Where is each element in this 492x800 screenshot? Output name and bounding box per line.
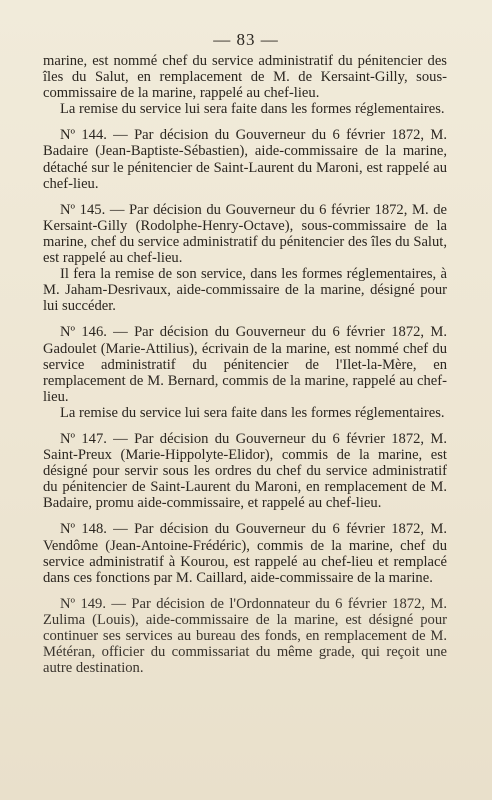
paragraph-remise-144-prev: La remise du service lui sera faite dans les formes réglementaires. (60, 101, 445, 118)
decision-144: Nº 144. — Par décision du Gouverneur du 6 février 1872, M. Badaire (Jean-Baptiste-Sébastien), aide-commissaire de la marine, détaché sur le pénitencier de Saint-Laurent du Maroni, est rappelé au chef-lieu. (43, 127, 447, 192)
decision-145: Nº 145. — Par décision du Gouverneur du 6 février 1872, M. de Kersaint-Gilly (Rodolphe-Henry-Octave), sous-commissaire de la marine, chef du service administratif du pénitencier des îles du Salut, est rappelé au chef-lieu. (43, 201, 447, 267)
decision-148: Nº 148. — Par décision du Gouverneur du 6 février 1872, M. Vendôme (Jean-Antoine-Frédéric), commis de la marine, chef du service administratif à Kourou, est rappelé au chef-lieu et remplacé dans ces fonctions par M. Caillard, aide-commissaire de la marine. (43, 521, 447, 586)
paragraph-remise-145: Il fera la remise de son service, dans les formes réglementaires, à M. Jaham-Desrivaux, aide-commissaire de la marine, désigné pour lui succéder. (43, 266, 447, 315)
decision-146: Nº 146. — Par décision du Gouverneur du 6 février 1872, M. Gadoulet (Marie-Attilius), écrivain de la marine, est nommé chef du service administratif du pénitencier de l'Ilet-la-Mère, en remplacement de M. Bernard, commis de la marine, rappelé au chef-lieu. (43, 324, 447, 405)
paragraph-continuation: marine, est nommé chef du service administratif du pénitencier des îles du Salut, en remplacement de M. de Kersaint-Gilly, sous-commissaire de la marine, rappelé au chef-lieu. (43, 53, 447, 102)
paragraph-remise-146: La remise du service lui sera faite dans les formes réglementaires. (60, 404, 445, 421)
page-number: — 83 — (213, 30, 279, 49)
decision-149: Nº 149. — Par décision de l'Ordonnateur du 6 février 1872, M. Zulima (Louis), aide-commissaire de la marine, est désigné pour continuer ses services au bureau des fonds, en remplacement de M. Météran, officier du commissariat du même grade, qui reçoit une autre destination. (43, 595, 447, 677)
page-body (43, 53, 447, 676)
decision-147: Nº 147. — Par décision du Gouverneur du 6 février 1872, M. Saint-Preux (Marie-Hippolyte-Elidor), commis de la marine, est désigné pour servir sous les ordres du chef du service administratif du pénitencier de Saint-Laurent du Maroni, en remplacement de M. Badaire, promu aide-commissaire, et rappelé au chef-lieu. (43, 430, 447, 512)
